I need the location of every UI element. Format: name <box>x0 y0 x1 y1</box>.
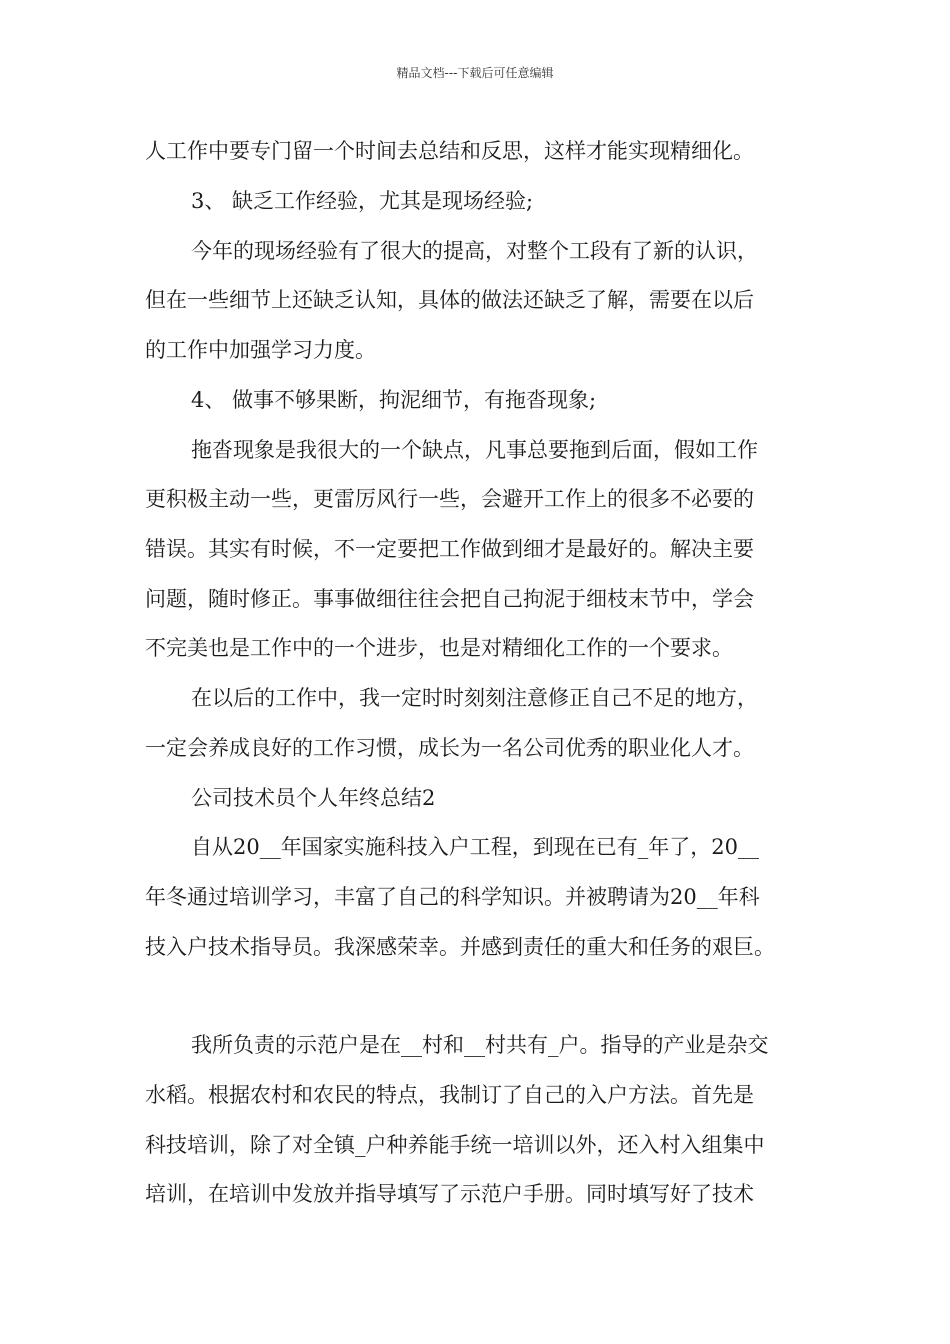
text-line: 拖沓现象是我很大的一个缺点，凡事总要拖到后面，假如工作 <box>191 438 758 462</box>
text-line: 4、 做事不够果断，拘泥细节，有拖沓现象; <box>191 388 597 412</box>
page-header: 精品文档---下载后可任意编辑 <box>396 66 554 80</box>
text-line: 今年的现场经验有了很大的提高，对整个工段有了新的认识， <box>191 239 758 263</box>
text-line: 我所负责的示范户是在__村和__村共有_户。指导的产业是杂交 <box>191 1033 769 1057</box>
text-line: 更积极主动一些，更雷厉风行一些，会避开工作上的很多不必要的 <box>145 487 754 511</box>
text-line: 自从20__年国家实施科技入户工程，到现在已有_年了，20__ <box>191 835 759 859</box>
text-line: 的工作中加强学习力度。 <box>145 338 376 362</box>
text-line: 年冬通过培训学习，丰富了自己的科学知识。并被聘请为20__年科 <box>145 885 760 909</box>
text-line: 人工作中要专门留一个时间去总结和反思，这样才能实现精细化。 <box>145 139 754 163</box>
text-line: 培训，在培训中发放并指导填写了示范户手册。同时填写好了技术 <box>145 1182 754 1206</box>
text-line: 水稻。根据农村和农民的特点，我制订了自己的入户方法。首先是 <box>145 1083 754 1107</box>
text-line: 3、 缺乏工作经验，尤其是现场经验; <box>191 189 534 213</box>
text-line: 问题，随时修正。事事做细往往会把自己拘泥于细枝末节中，学会 <box>145 587 754 611</box>
text-line: 不完美也是工作中的一个进步，也是对精细化工作的一个要求。 <box>145 636 733 660</box>
text-line: 技入户技术指导员。我深感荣幸。并感到责任的重大和任务的艰巨。 <box>145 935 775 959</box>
text-line: 一定会养成良好的工作习惯，成长为一名公司优秀的职业化人才。 <box>145 736 754 760</box>
text-line: 错误。其实有时候，不一定要把工作做到细才是最好的。解决主要 <box>145 537 754 561</box>
text-line: 科技培训，除了对全镇_户种养能手统一培训以外，还入村入组集中 <box>145 1133 765 1157</box>
section-title: 公司技术员个人年终总结2 <box>191 786 436 810</box>
text-line: 在以后的工作中，我一定时时刻刻注意修正自己不足的地方， <box>191 686 758 710</box>
text-line: 但在一些细节上还缺乏认知，具体的做法还缺乏了解，需要在以后 <box>145 288 754 312</box>
